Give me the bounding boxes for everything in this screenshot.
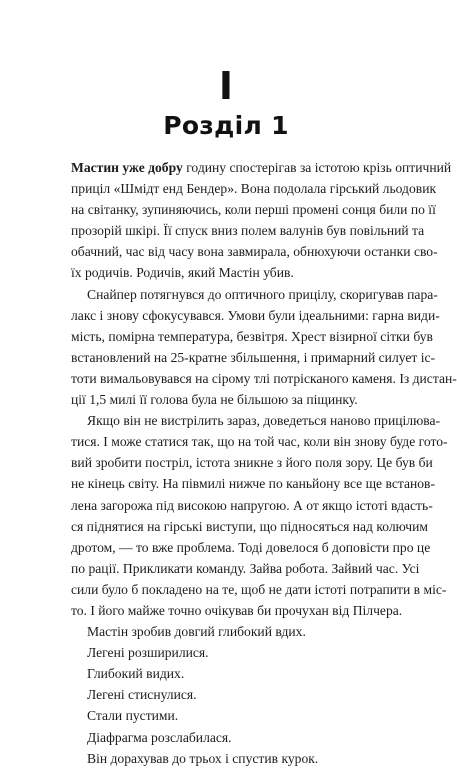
- text-line: Стали пустими.: [87, 708, 179, 724]
- text-line: Снайпер потягнувся до оптичного прицілу, скоригував пара-: [87, 286, 438, 302]
- text-line: їх родичів. Родичів, який Мастін убив.: [71, 265, 294, 281]
- text-line: Мастін зробив довгий глибокий вдих.: [87, 624, 306, 640]
- text-line: Глибокий видих.: [87, 666, 185, 682]
- lead-in-text: Мастин уже добру: [71, 160, 183, 175]
- text-line: сили було б покладено на те, щоб не дати істоті потрапити в міс-: [71, 581, 447, 597]
- text-line: Діафрагма розслабилася.: [87, 729, 232, 745]
- text-line: обачний, час від часу вона завмирала, обнюхуючи останки сво-: [71, 244, 438, 260]
- text-line: приціл «Шмідт енд Бендер». Вона подолала гірський льодовик: [71, 181, 437, 197]
- text-line: мість, помірна температура, безвітря. Хрест візирної сітки був: [71, 328, 433, 344]
- part-numeral: I: [218, 64, 234, 108]
- text-line: на світанку, зупиняючись, коли перші промені сонця били по її: [71, 202, 436, 218]
- text-line: по рації. Прикликати команду. Зайва робота. Зайвий час. Усі: [71, 560, 420, 576]
- text-line: Мастин уже добру годину спостерігав за істотою крізь оптичний: [71, 160, 452, 175]
- chapter-title: Розділ 1: [163, 111, 289, 140]
- text-line: лена загорожа під високою напругою. А от якщо істоті вдасть-: [71, 497, 433, 513]
- text-line: не кінець світу. На півмилі нижче по каньйону все ще встанов-: [71, 476, 436, 492]
- text-line: Легені стиснулися.: [87, 687, 197, 703]
- text-line: вий зробити постріл, істота зникне з його поля зору. Це був би: [71, 455, 433, 471]
- text-line: ції 1,5 милі її голова була не більшою за піщинку.: [71, 392, 358, 408]
- text-line: ся піднятися на гірські виступи, що підносяться над колючим: [71, 518, 429, 534]
- text-line: то. І його майже точно очікував би прочухан від Пілчера.: [71, 602, 403, 618]
- text-line: встановлений на 25-кратне збільшення, і примарний силует іс-: [71, 349, 436, 365]
- text-line: Якщо він не вистрілить зараз, доведеться наново прицілюва-: [87, 413, 441, 429]
- text-line: тися. І може статися так, що на той час, коли він знову буде гото-: [71, 434, 448, 450]
- text-line: дротом, — то вже проблема. Тоді довелося б доповісти про це: [71, 539, 431, 555]
- chapter-body-text: [71, 157, 457, 769]
- text-line: Він дорахував до трьох і спустив курок.: [87, 750, 319, 766]
- text-line: тоти вимальовувався на сірому тлі потрісканого каменя. Із дистан-: [71, 370, 457, 386]
- text-line: лакс і знову сфокусувався. Умови були ідеальними: гарна види-: [71, 307, 440, 323]
- text-line: Легені розширилися.: [87, 645, 209, 661]
- text-line: прозорій шкірі. Її спуск вниз полем валунів був повільний та: [71, 223, 425, 239]
